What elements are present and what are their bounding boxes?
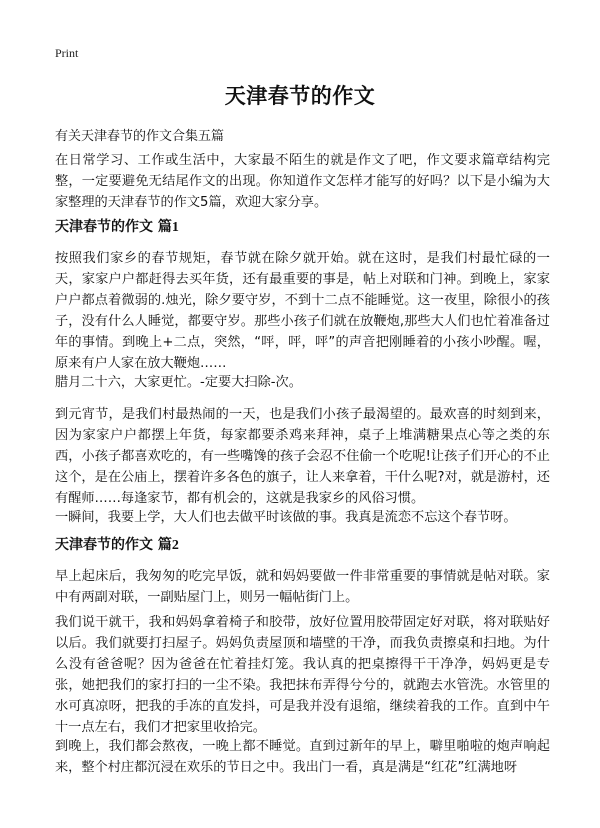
section-1-paragraph-1: 按照我们家乡的春节规矩，春节就在除夕就开始。就在这时，是我们村最忙碌的一天，家家户户都赶得去买年货，还有最重要的事是，帖上对联和门神。到晚上，家家户户都点着微弱的.烛光，除夕要守岁，不到十二点不能睡觉。这一夜里，除很小的孩子，没有什么人睡觉，都要守岁。那些小孩子们就在放鞭炮,那些大人们也忙着准备过年的事情。到晚上+二点，突然，“呯，呯，呯”的声音把刚睡着的小孩小吵醒。喔，原来有户人家在放大鞭炮…… bbox=[55, 251, 550, 371]
section-1-paragraph-3: 到元宵节，是我们村最热闹的一天，也是我们小孩子最渴望的。最欢喜的时刻到来，因为家家户户都摆上年货，每家都要杀鸡来拜神，桌子上堆满糖果点心等之类的东西，小孩子都喜欢吃的，有一些嘴馋的孩子会忍不住偷一个吃呢!让孩子们开心的不止这个，是在公庙上，摆着许多各色的旗子，让人来拿着，干什么呢?对，就是游村，还有醒师……每逢家节，都有机会的，这就是我家乡的风俗习惯。 bbox=[55, 407, 550, 506]
section-2-paragraph-2: 我们说干就干，我和妈妈拿着椅子和胶带，放好位置用胶带固定好对联，将对联贴好以后。我们就要打扫屋子。妈妈负责屋顶和墙壁的干净，而我负责擦桌和扫地。为什么没有爸爸呢？因为爸爸在忙着挂灯笼。我认真的把桌擦得干干净净，妈妈更是专张，她把我们的家打扫的一尘不染。我把抹布弄得兮兮的，就跑去水管洗。水管里的水可真凉呀，把我的手冻的直发抖，可是我并没有退缩，继续着我的工作。直到中午十一点左右，我们才把家里收拾完。 bbox=[55, 615, 550, 735]
print-label: Print bbox=[55, 46, 79, 60]
section-2-heading bbox=[55, 534, 179, 554]
section-2-paragraph-3: 到晚上，我们都会熬夜，一晚上都不睡觉。直到过新年的早上，噼里啪啦的炮声响起来，整个村庄都沉浸在欢乐的节日之中。我出门一看，真是满是“红花”红满地呀 bbox=[55, 739, 550, 775]
section-1-heading-number: 1 bbox=[171, 220, 179, 235]
section-2-heading-number: 2 bbox=[171, 538, 179, 553]
intro-paragraph: 在日常学习、工作或生活中，大家最不陌生的就是作文了吧，作文要求篇章结构完整，一定要避免无结尾作文的出现。你知道作文怎样才能写的好吗？以下是小编为大家整理的天津春节的作文5篇，欢迎大家分享。 bbox=[55, 153, 550, 210]
section-1-heading-text: 天津春节的作文 篇 bbox=[55, 219, 172, 235]
section-1-paragraph-2: 腊月二十六，大家更忙。-定要大扫除-次。 bbox=[55, 375, 302, 390]
section-2-heading-text: 天津春节的作文 篇 bbox=[55, 537, 172, 553]
page-title: 天津春节的作文 bbox=[224, 84, 376, 108]
subtitle: 有关天津春节的作文合集五篇 bbox=[55, 129, 225, 144]
section-2-paragraph-1: 早上起床后，我匆匆的吃完早饭，就和妈妈要做一件非常重要的事情就是帖对联。家中有两副对联，一副贴屋门上，则另一幅帖街门上。 bbox=[55, 569, 550, 605]
section-1-heading bbox=[55, 216, 179, 236]
section-1-paragraph-4: 一瞬间，我要上学，大人们也去做平时该做的事。我真是流恋不忘这个春节呀。 bbox=[55, 510, 517, 525]
